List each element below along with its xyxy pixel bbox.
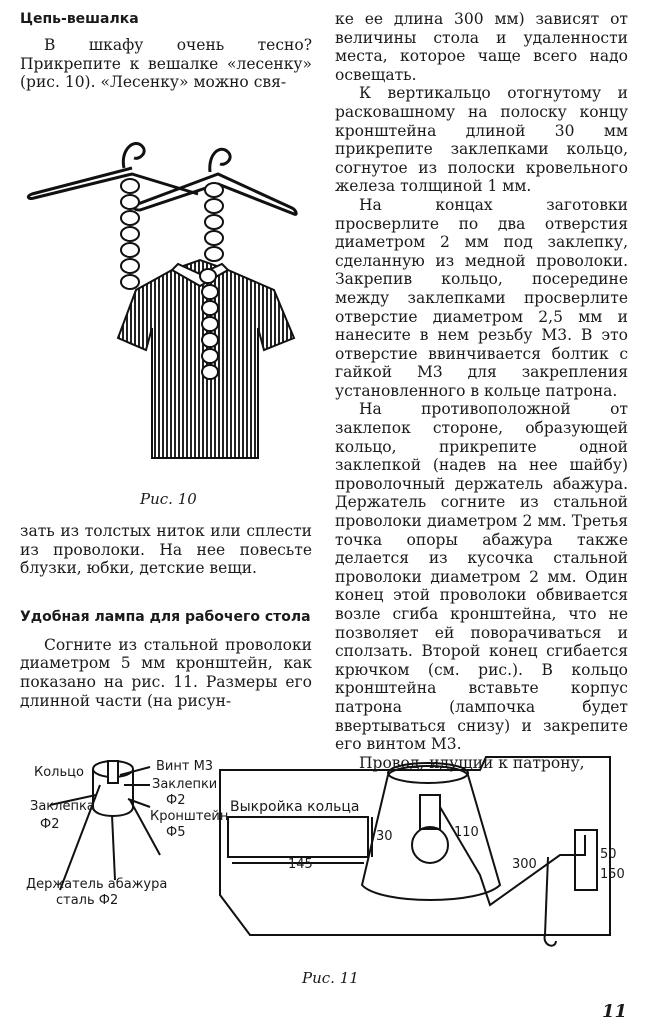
label-bracket: Кронштейн xyxy=(150,809,229,824)
paragraph: На противоположной от заклепок стороне, образующей кольцо, прикрепите одной заклепкой (надев на нее шайбу) проволочный держатель абажура. Держатель согните из стальной проволоки диаметром 2 мм. Третья точка опоры абажура также делается из кусочка стальной проволоки диаметром 2 мм. Один конец этой проволоки обвивается возле сгиба кронштейна, что не позволяет ей поворачиваться и сползать. Второй конец сгибается крючком (см. рис.). В кольцо кронштейна вставьте корпус патрона (лампочка будет ввертываться снизу) и закрепите его винтом М3. xyxy=(335,400,628,754)
dimension-145: 145 xyxy=(288,857,313,872)
paragraph: К вертикальцо отогнутому и расковашному на полоску концу кронштейна длиной 30 мм прикрепите заклепками кольцо, согнутое из полоски кровельного железа толщиной 1 мм. xyxy=(335,84,628,196)
label-rivets-dim: Ф2 xyxy=(166,793,186,808)
figure-10-caption: Рис. 10 xyxy=(140,490,197,508)
dimension-300: 300 xyxy=(512,857,537,872)
pattern-title: Выкройка кольца xyxy=(230,799,360,815)
figure-11-drawing xyxy=(0,745,647,955)
section-title-desk-lamp: Удобная лампа для рабочего стола xyxy=(20,608,311,625)
page-number: 11 xyxy=(601,1001,627,1022)
figure-11-caption: Рис. 11 xyxy=(302,969,359,987)
paragraph: зать из толстых ниток или сплести из проволоки. На нее повесьте блузки, юбки, детские вещи. xyxy=(20,522,312,578)
paragraph: Согните из стальной проволоки диаметром 5 мм кронштейн, как показано на рис. 11. Размеры его длинной части (на рисун- xyxy=(20,635,312,710)
dimension-110: 110 xyxy=(454,825,479,840)
label-bracket-dim: Ф5 xyxy=(166,825,186,840)
label-screw: Винт М3 xyxy=(156,759,214,774)
dimension-30: 30 xyxy=(376,829,393,844)
section-title-hanger-chain: Цепь-вешалка xyxy=(20,11,139,27)
dimension-150: 150 xyxy=(600,867,625,882)
left-column-lower xyxy=(20,522,312,710)
right-column xyxy=(335,10,628,772)
left-column xyxy=(20,10,312,92)
figure-11 xyxy=(0,745,647,995)
label-holder: Держатель абажура xyxy=(26,877,168,892)
label-ring: Кольцо xyxy=(34,765,84,780)
paragraph: На концах заготовки просверлите по два отверстия диаметром 2 мм под заклепку, сделанную из медной проволоки. Закрепив кольцо, посередине между заклепками просверлите отверстие диаметром 2,5 мм и нанесите в нем резьбу М3. В это отверстие ввинчивается болтик с гайкой М3 для закрепления установленного в кольце патрона. xyxy=(335,195,628,400)
paragraph: В шкафу очень тесно? Прикрепите к вешалке «лесенку» (рис. 10). «Лесенку» можно свя- xyxy=(20,36,312,92)
label-rivets: Заклепки xyxy=(152,777,218,792)
label-rivet-dim: Ф2 xyxy=(40,817,60,832)
label-holder-material: сталь Ф2 xyxy=(56,893,119,908)
label-rivet: Заклепка xyxy=(30,799,95,814)
figure-10-hanger-illustration xyxy=(22,128,312,478)
paragraph: ке ее длина 300 мм) зависят от величины стола и удаленности места, которое чаще всего надо освещать. xyxy=(335,10,628,84)
dimension-50: 50 xyxy=(600,847,617,862)
paragraph: Провод, идущий к патрону, xyxy=(359,753,585,772)
